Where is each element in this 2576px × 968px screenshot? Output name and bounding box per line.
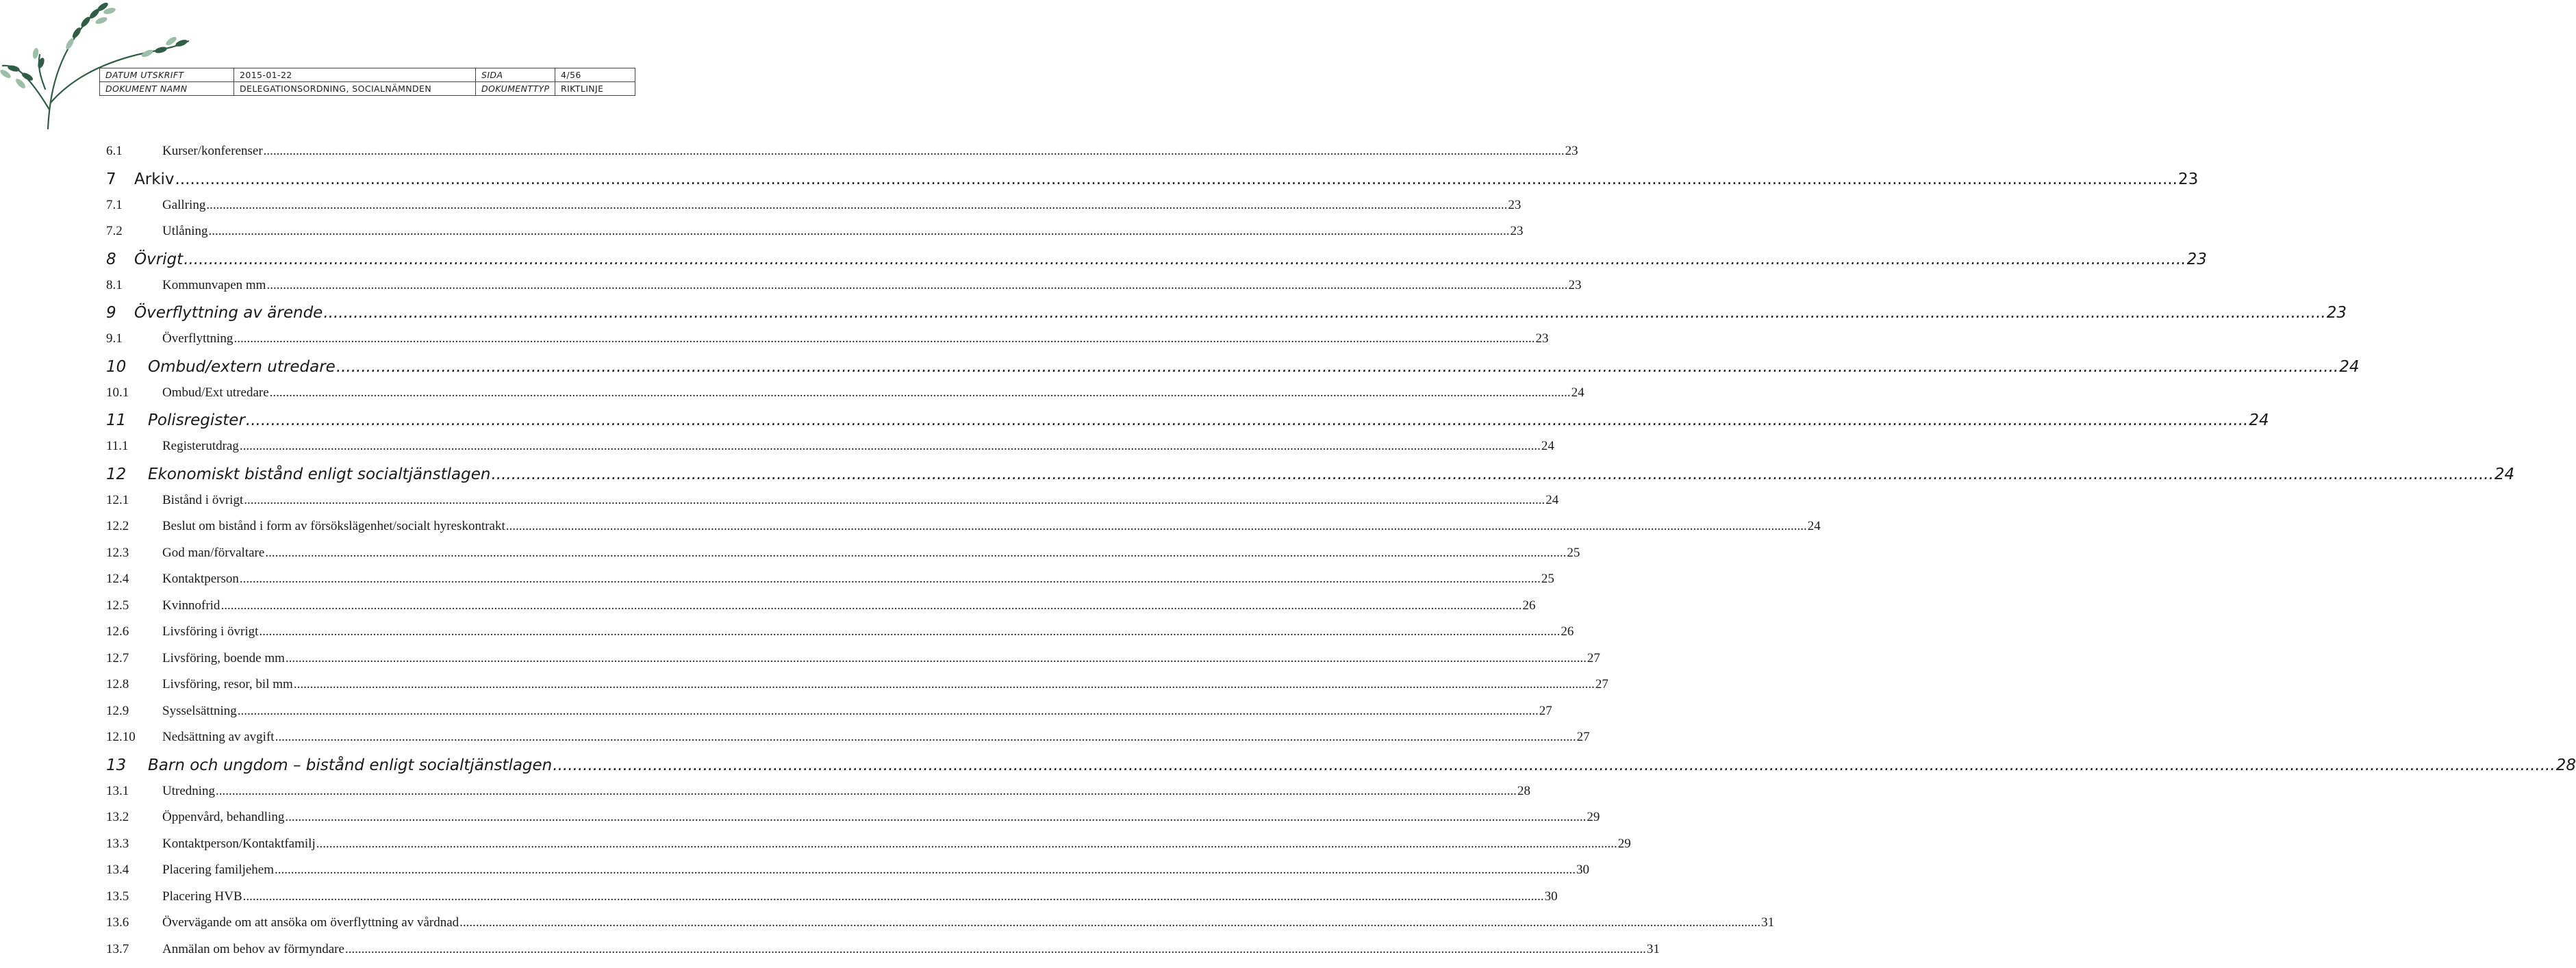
table-of-contents [106,144,631,968]
toc-dot-leader [266,278,1567,293]
toc-entry-title: Ekonomiskt bistånd enligt socialtjänstlagen [148,466,490,483]
toc-entry-number: 12.7 [106,651,162,666]
toc-entry-title: Livsföring i övrigt [162,624,258,639]
toc-section-entry[interactable] [106,651,631,678]
toc-section-entry[interactable] [106,915,631,942]
toc-entry-number: 12.5 [106,598,162,613]
document-name-value: DELEGATIONSORDNING, SOCIALNÄMNDEN [234,82,476,96]
toc-dot-leader [259,624,1560,639]
toc-dot-leader [240,572,1541,587]
toc-entry-page: 23 [1508,198,1521,213]
toc-entry-number: 13.7 [106,942,162,957]
toc-entry-number: 11 [106,411,148,429]
toc-entry-page: 28 [1517,784,1530,799]
toc-entry-title: Kontaktperson [162,572,239,587]
toc-section-entry[interactable] [106,198,631,225]
toc-section-entry[interactable] [106,624,631,651]
toc-entry-page: 31 [1647,942,1660,957]
toc-entry-title: Utlåning [162,224,208,239]
toc-dot-leader [209,224,1510,239]
toc-entry-number: 12.1 [106,493,162,508]
toc-entry-title: Livsföring, boende mm [162,651,285,666]
toc-entry-title: Nedsättning av avgift [162,730,275,745]
toc-entry-title: Kurser/konferenser [162,144,263,159]
toc-entry-page: 30 [1576,863,1589,878]
toc-entry-page: 24 [1571,385,1584,400]
toc-dot-leader [206,198,1507,213]
page-label: SIDA [476,68,555,82]
toc-entry-page: 23 [1565,144,1578,159]
toc-section-entry[interactable] [106,439,631,466]
toc-entry-number: 13.6 [106,915,162,930]
toc-dot-leader [243,889,1544,904]
toc-entry-page: 29 [1587,810,1600,825]
print-date-label: DATUM UTSKRIFT [100,68,234,82]
print-date-value: 2015-01-22 [234,68,476,82]
toc-entry-page: 30 [1545,889,1558,904]
toc-section-entry[interactable] [106,784,631,811]
toc-entry-title: Registerutdrag [162,439,239,454]
toc-dot-leader [270,385,1571,400]
toc-entry-page: 23 [1568,278,1581,293]
toc-entry-page: 23 [2178,170,2198,188]
toc-entry-page: 28 [2556,756,2576,774]
toc-entry-title: Överflyttning [162,331,233,346]
toc-entry-title: Polisregister [148,411,245,429]
toc-section-entry[interactable] [106,385,631,412]
toc-dot-leader [238,704,1539,719]
toc-entry-page: 27 [1595,677,1608,692]
toc-entry-title: Gallring [162,198,205,213]
toc-section-entry[interactable] [106,942,631,968]
toc-section-entry[interactable] [106,863,631,889]
toc-chapter-entry[interactable] [106,411,631,439]
toc-entry-number: 7.1 [106,198,162,213]
header-row-1 [100,68,635,82]
toc-dot-leader [244,493,1545,508]
toc-entry-page: 23 [1511,224,1524,239]
toc-dot-leader [336,358,2338,376]
toc-entry-number: 12.2 [106,519,162,534]
toc-entry-title: Beslut om bistånd i form av försökslägenhet/socialt hyreskontrakt [162,519,505,534]
toc-section-entry[interactable] [106,278,631,305]
document-type-value: RIKTLINJE [555,82,635,96]
toc-dot-leader [246,411,2248,429]
toc-entry-page: 24 [2339,358,2359,376]
toc-section-entry[interactable] [106,519,631,546]
toc-entry-page: 23 [1535,331,1548,346]
toc-entry-title: Placering familjehem [162,863,274,878]
plant-logo [0,0,192,133]
toc-chapter-entry[interactable] [106,358,631,385]
toc-chapter-entry[interactable] [106,756,631,784]
toc-section-entry[interactable] [106,704,631,730]
toc-entry-number: 12.3 [106,546,162,561]
toc-entry-number: 6.1 [106,144,162,159]
toc-entry-number: 9.1 [106,331,162,346]
toc-entry-number: 13.5 [106,889,162,904]
toc-entry-title: Överflyttning av ärende [134,304,323,322]
toc-entry-page: 24 [1541,439,1554,454]
toc-section-entry[interactable] [106,546,631,572]
toc-section-entry[interactable] [106,598,631,625]
toc-entry-page: 24 [2495,466,2514,483]
toc-entry-number: 12 [106,466,148,483]
toc-entry-title: Övervägande om att ansöka om överflyttning av vårdnad [162,915,459,930]
toc-entry-title: Öppenvård, behandling [162,810,284,825]
toc-entry-title: Arkiv [134,170,175,188]
toc-entry-number: 13 [106,756,148,774]
toc-entry-number: 10 [106,358,148,376]
toc-dot-leader [323,304,2325,322]
toc-dot-leader [294,677,1595,692]
toc-dot-leader [345,942,1646,957]
toc-entry-number: 13.4 [106,863,162,878]
toc-entry-page: 26 [1561,624,1574,639]
toc-section-entry[interactable] [106,331,631,358]
toc-entry-title: Anmälan om behov av förmyndare [162,942,344,957]
toc-dot-leader [286,651,1587,666]
toc-entry-number: 8.1 [106,278,162,293]
toc-entry-page: 27 [1577,730,1590,745]
toc-entry-title: Ombud/extern utredare [148,358,336,376]
toc-entry-page: 27 [1587,651,1600,666]
page-value: 4/56 [555,68,635,82]
toc-entry-title: Ombud/Ext utredare [162,385,269,400]
toc-section-entry[interactable] [106,224,631,251]
toc-section-entry[interactable] [106,889,631,916]
toc-dot-leader [459,915,1760,930]
toc-chapter-entry[interactable] [106,251,631,278]
toc-section-entry[interactable] [106,730,631,756]
toc-section-entry[interactable] [106,144,631,170]
toc-entry-number: 12.6 [106,624,162,639]
toc-entry-title: Kvinnofrid [162,598,220,613]
toc-chapter-entry[interactable] [106,170,631,198]
toc-dot-leader [240,439,1541,454]
toc-dot-leader [265,546,1566,561]
toc-entry-number: 12.8 [106,677,162,692]
toc-dot-leader [220,598,1521,613]
toc-dot-leader [275,863,1576,878]
toc-entry-title: Kontaktperson/Kontaktfamilj [162,837,316,852]
toc-dot-leader [264,144,1565,159]
toc-entry-number: 11.1 [106,439,162,454]
toc-dot-leader [275,730,1576,745]
document-name-label: DOKUMENT NAMN [100,82,234,96]
toc-entry-title: Utredning [162,784,215,799]
toc-entry-page: 23 [2187,251,2207,268]
toc-dot-leader [233,331,1535,346]
toc-entry-number: 8 [106,251,134,268]
toc-dot-leader [184,251,2186,268]
document-type-label: DOKUMENTTYP [476,82,555,96]
toc-section-entry[interactable] [106,810,631,837]
toc-dot-leader [506,519,1807,534]
toc-entry-page: 24 [2249,411,2269,429]
toc-entry-number: 10.1 [106,385,162,400]
toc-dot-leader [553,756,2555,774]
toc-section-entry[interactable] [106,493,631,520]
toc-entry-number: 7 [106,170,134,188]
toc-chapter-entry[interactable] [106,466,631,493]
toc-entry-page: 31 [1761,915,1774,930]
toc-chapter-entry[interactable] [106,304,631,331]
toc-section-entry[interactable] [106,837,631,863]
toc-entry-page: 24 [1545,493,1558,508]
toc-entry-number: 12.9 [106,704,162,719]
toc-entry-number: 7.2 [106,224,162,239]
toc-dot-leader [316,837,1617,852]
toc-section-entry[interactable] [106,572,631,598]
toc-entry-title: God man/förvaltare [162,546,264,561]
toc-dot-leader [175,170,2177,188]
toc-entry-number: 9 [106,304,134,322]
toc-entry-number: 12.10 [106,730,162,745]
toc-entry-page: 25 [1541,572,1554,587]
toc-entry-title: Övrigt [134,251,183,268]
toc-entry-number: 12.4 [106,572,162,587]
toc-entry-number: 13.1 [106,784,162,799]
toc-entry-title: Livsföring, resor, bil mm [162,677,293,692]
toc-entry-title: Barn och ungdom – bistånd enligt socialtjänstlagen [148,756,552,774]
toc-dot-leader [285,810,1586,825]
toc-entry-page: 29 [1618,837,1631,852]
toc-entry-page: 25 [1567,546,1580,561]
header-row-2 [100,82,635,96]
document-header-table [99,68,635,96]
toc-entry-title: Sysselsättning [162,704,237,719]
toc-section-entry[interactable] [106,677,631,704]
toc-entry-page: 23 [2327,304,2347,322]
toc-entry-title: Bistånd i övrigt [162,493,243,508]
toc-entry-title: Kommunvapen mm [162,278,266,293]
toc-entry-number: 13.2 [106,810,162,825]
toc-entry-number: 13.3 [106,837,162,852]
toc-entry-title: Placering HVB [162,889,242,904]
toc-dot-leader [491,466,2493,483]
toc-entry-page: 26 [1522,598,1535,613]
toc-entry-page: 24 [1808,519,1821,534]
toc-entry-page: 27 [1539,704,1552,719]
toc-dot-leader [216,784,1517,799]
